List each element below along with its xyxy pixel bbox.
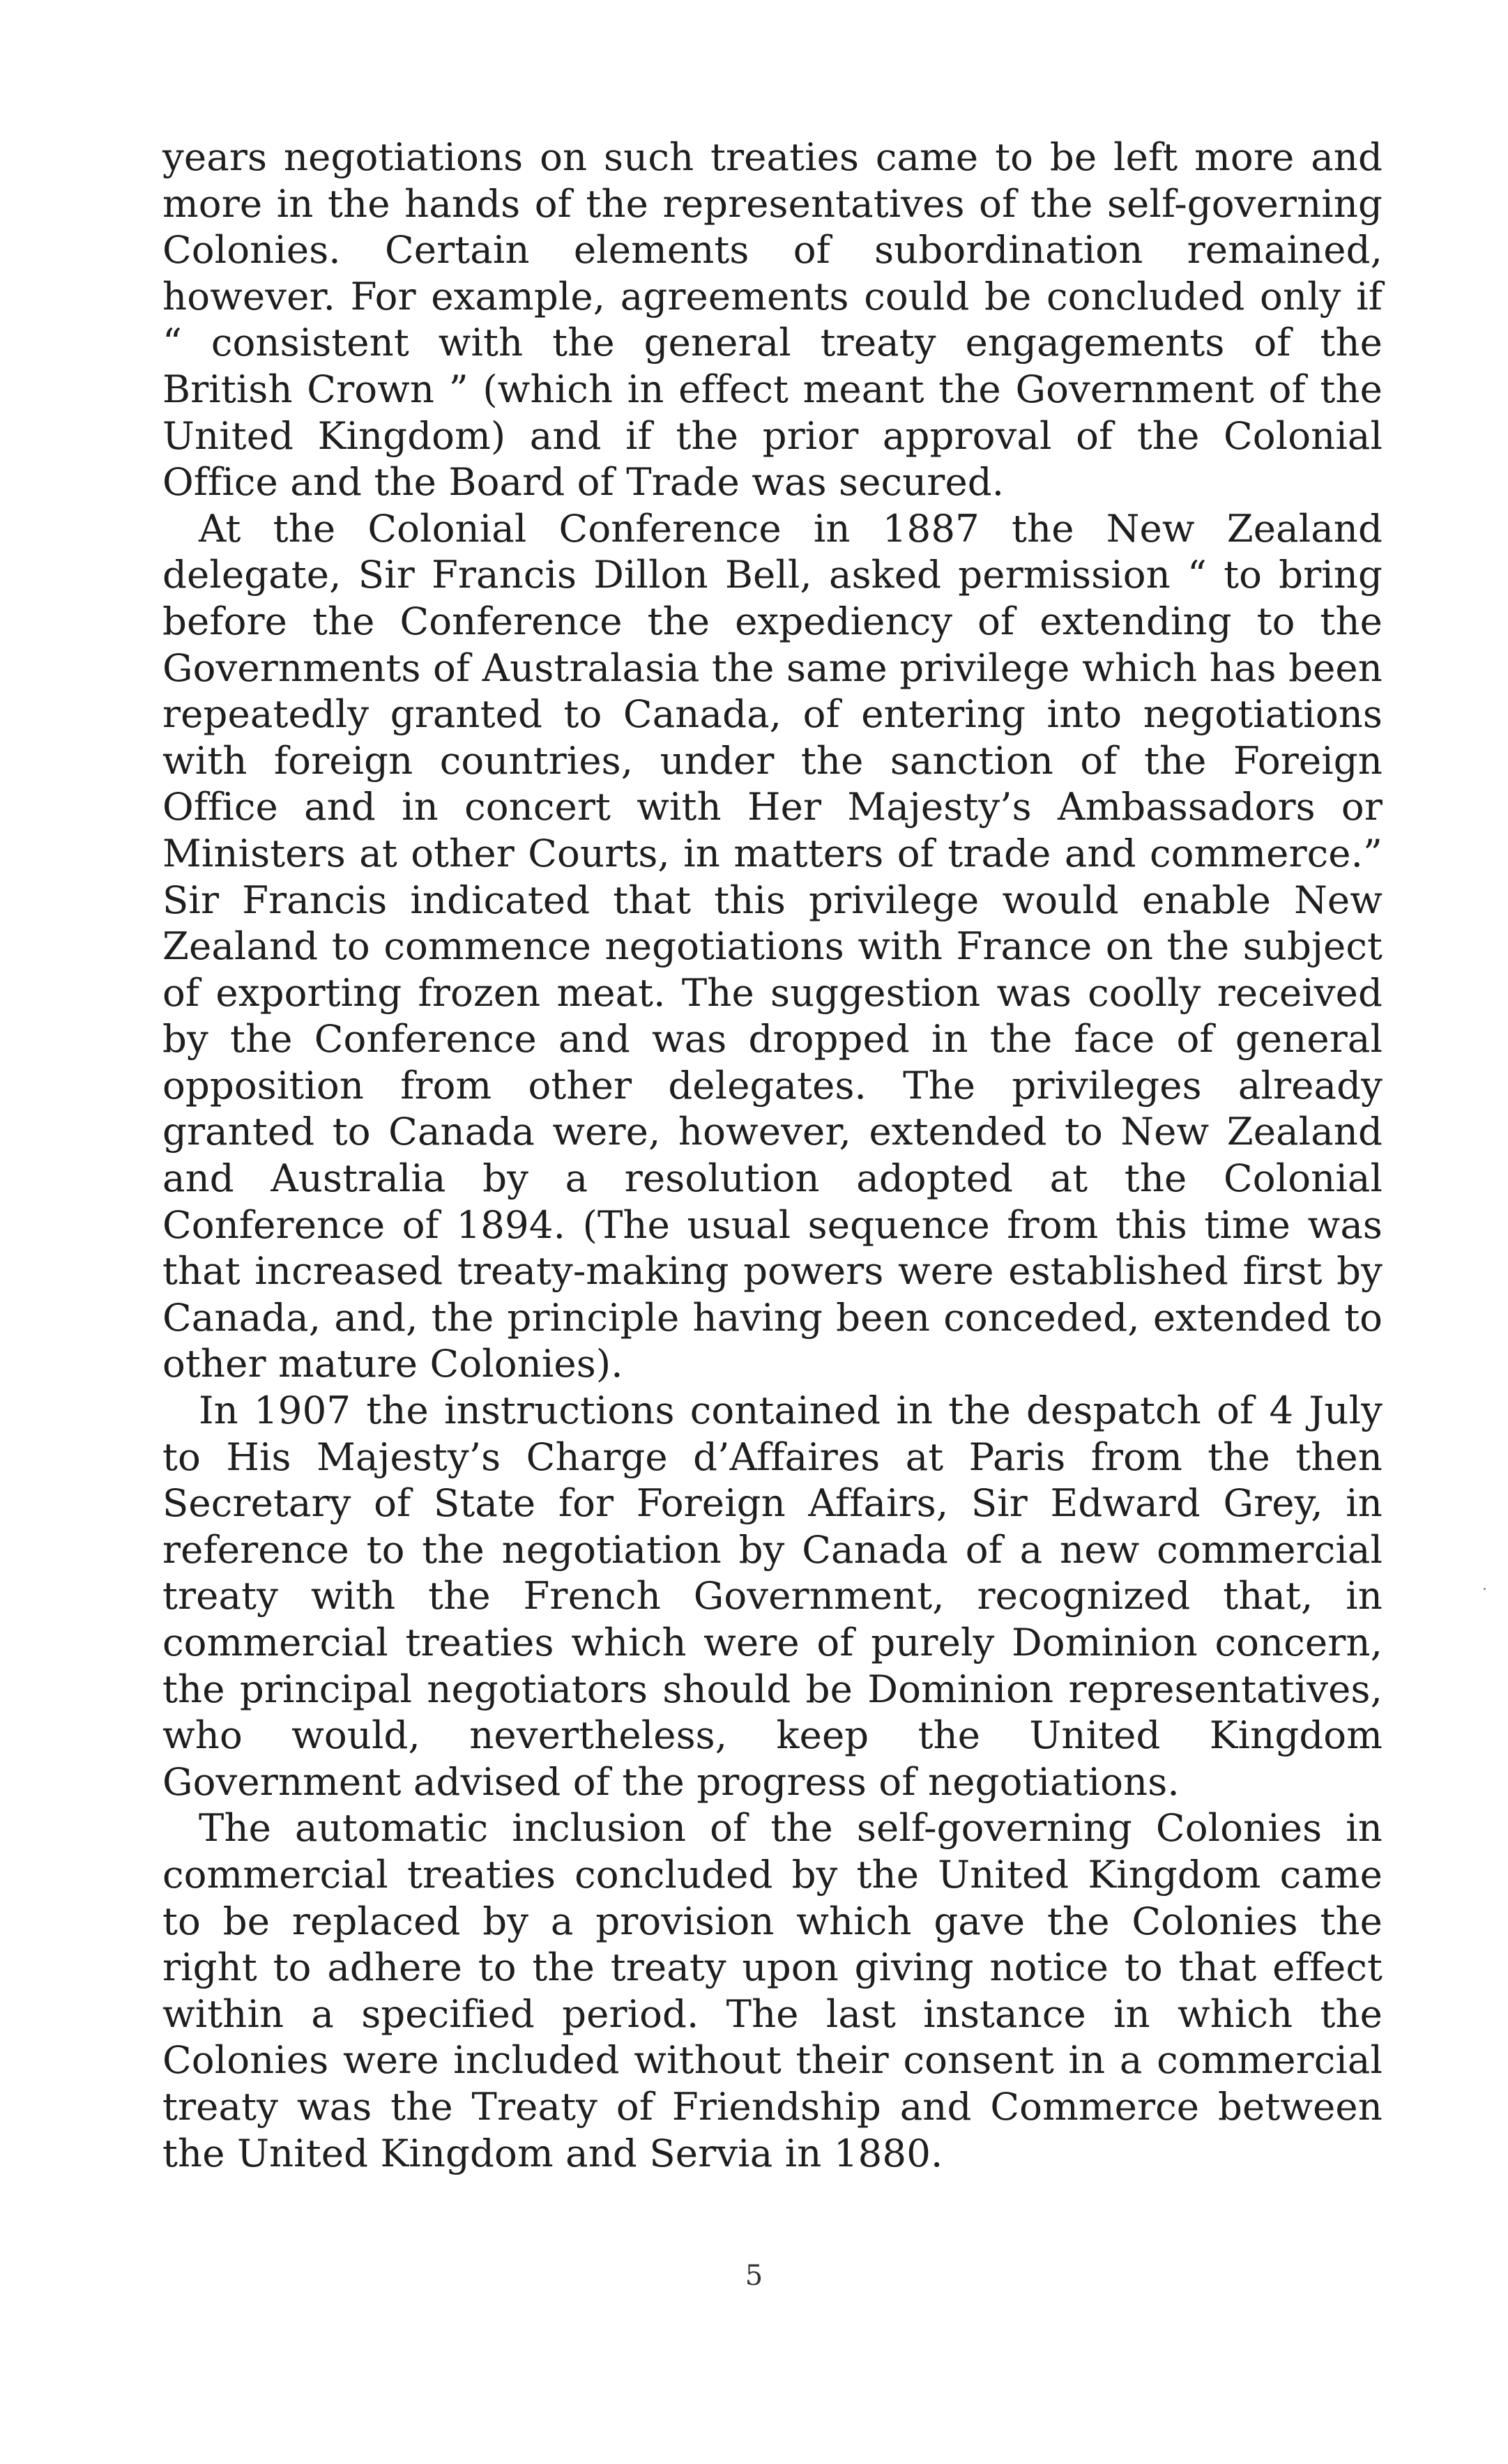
margin-speck bbox=[1484, 1588, 1486, 1590]
paragraph-colonial-conference-1887: At the Colonial Conference in 1887 the New Zealand delegate, Sir Francis Dillon Bell, asked permission “ to bring before the Conference the expediency of extending to the Governments of Australasia the same privilege which has been repeatedly granted to Canada, of entering into negotiations with foreign countries, under the sanction of the Foreign Office and in concert with Her Majesty’s Ambassadors or Ministers at other Courts, in matters of trade and commerce.” Sir Francis indicated that this privilege would enable New Zealand to commence negotiations with France on the subject of exporting frozen meat. The suggestion was coolly received by the Conference and was dropped in the face of general opposition from other delegates. The privileges already granted to Canada were, however, extended to New Zealand and Australia by a resolution adopted at the Colonial Conference of 1894. (The usual sequence from this time was that increased treaty-making powers were established first by Canada, and, the principle having been conceded, extended to other mature Colonies). bbox=[162, 505, 1383, 1386]
paragraph-1907-instructions: In 1907 the instructions contained in the despatch of 4 July to His Majesty’s Charge d’Affaires at Paris from the then Secretary of State for Foreign Affairs, Sir Edward Grey, in reference to the negotiation by Canada of a new commercial treaty with the French Government, recognized that, in commercial treaties which were of purely Dominion concern, the principal negotiators should be Dominion representatives, who would, nevertheless, keep the United Kingdom Government advised of the progress of negotiations. bbox=[162, 1388, 1383, 1804]
page-number: 5 bbox=[745, 2260, 763, 2292]
paragraph-automatic-inclusion: The automatic inclusion of the self-governing Colonies in commercial treaties concluded by the United Kingdom came to be replaced by a provision which gave the Colonies the right to adhere to the treaty upon giving notice to that effect within a specified period. The last instance in which the Colonies were included without their consent in a commercial treaty was the Treaty of Friendship and Commerce between the United Kingdom and Servia in 1880. bbox=[162, 1805, 1383, 2175]
body-text bbox=[162, 134, 1383, 2176]
paragraph-continued: years negotiations on such treaties came to be left more and more in the hands of the representatives of the self-governing Colonies. Certain elements of subordination remained, however. For example, agreements could be concluded only if “ consistent with the general treaty engagements of the British Crown ” (which in effect meant the Government of the United Kingdom) and if the prior approval of the Colonial Office and the Board of Trade was secured. bbox=[162, 135, 1383, 505]
